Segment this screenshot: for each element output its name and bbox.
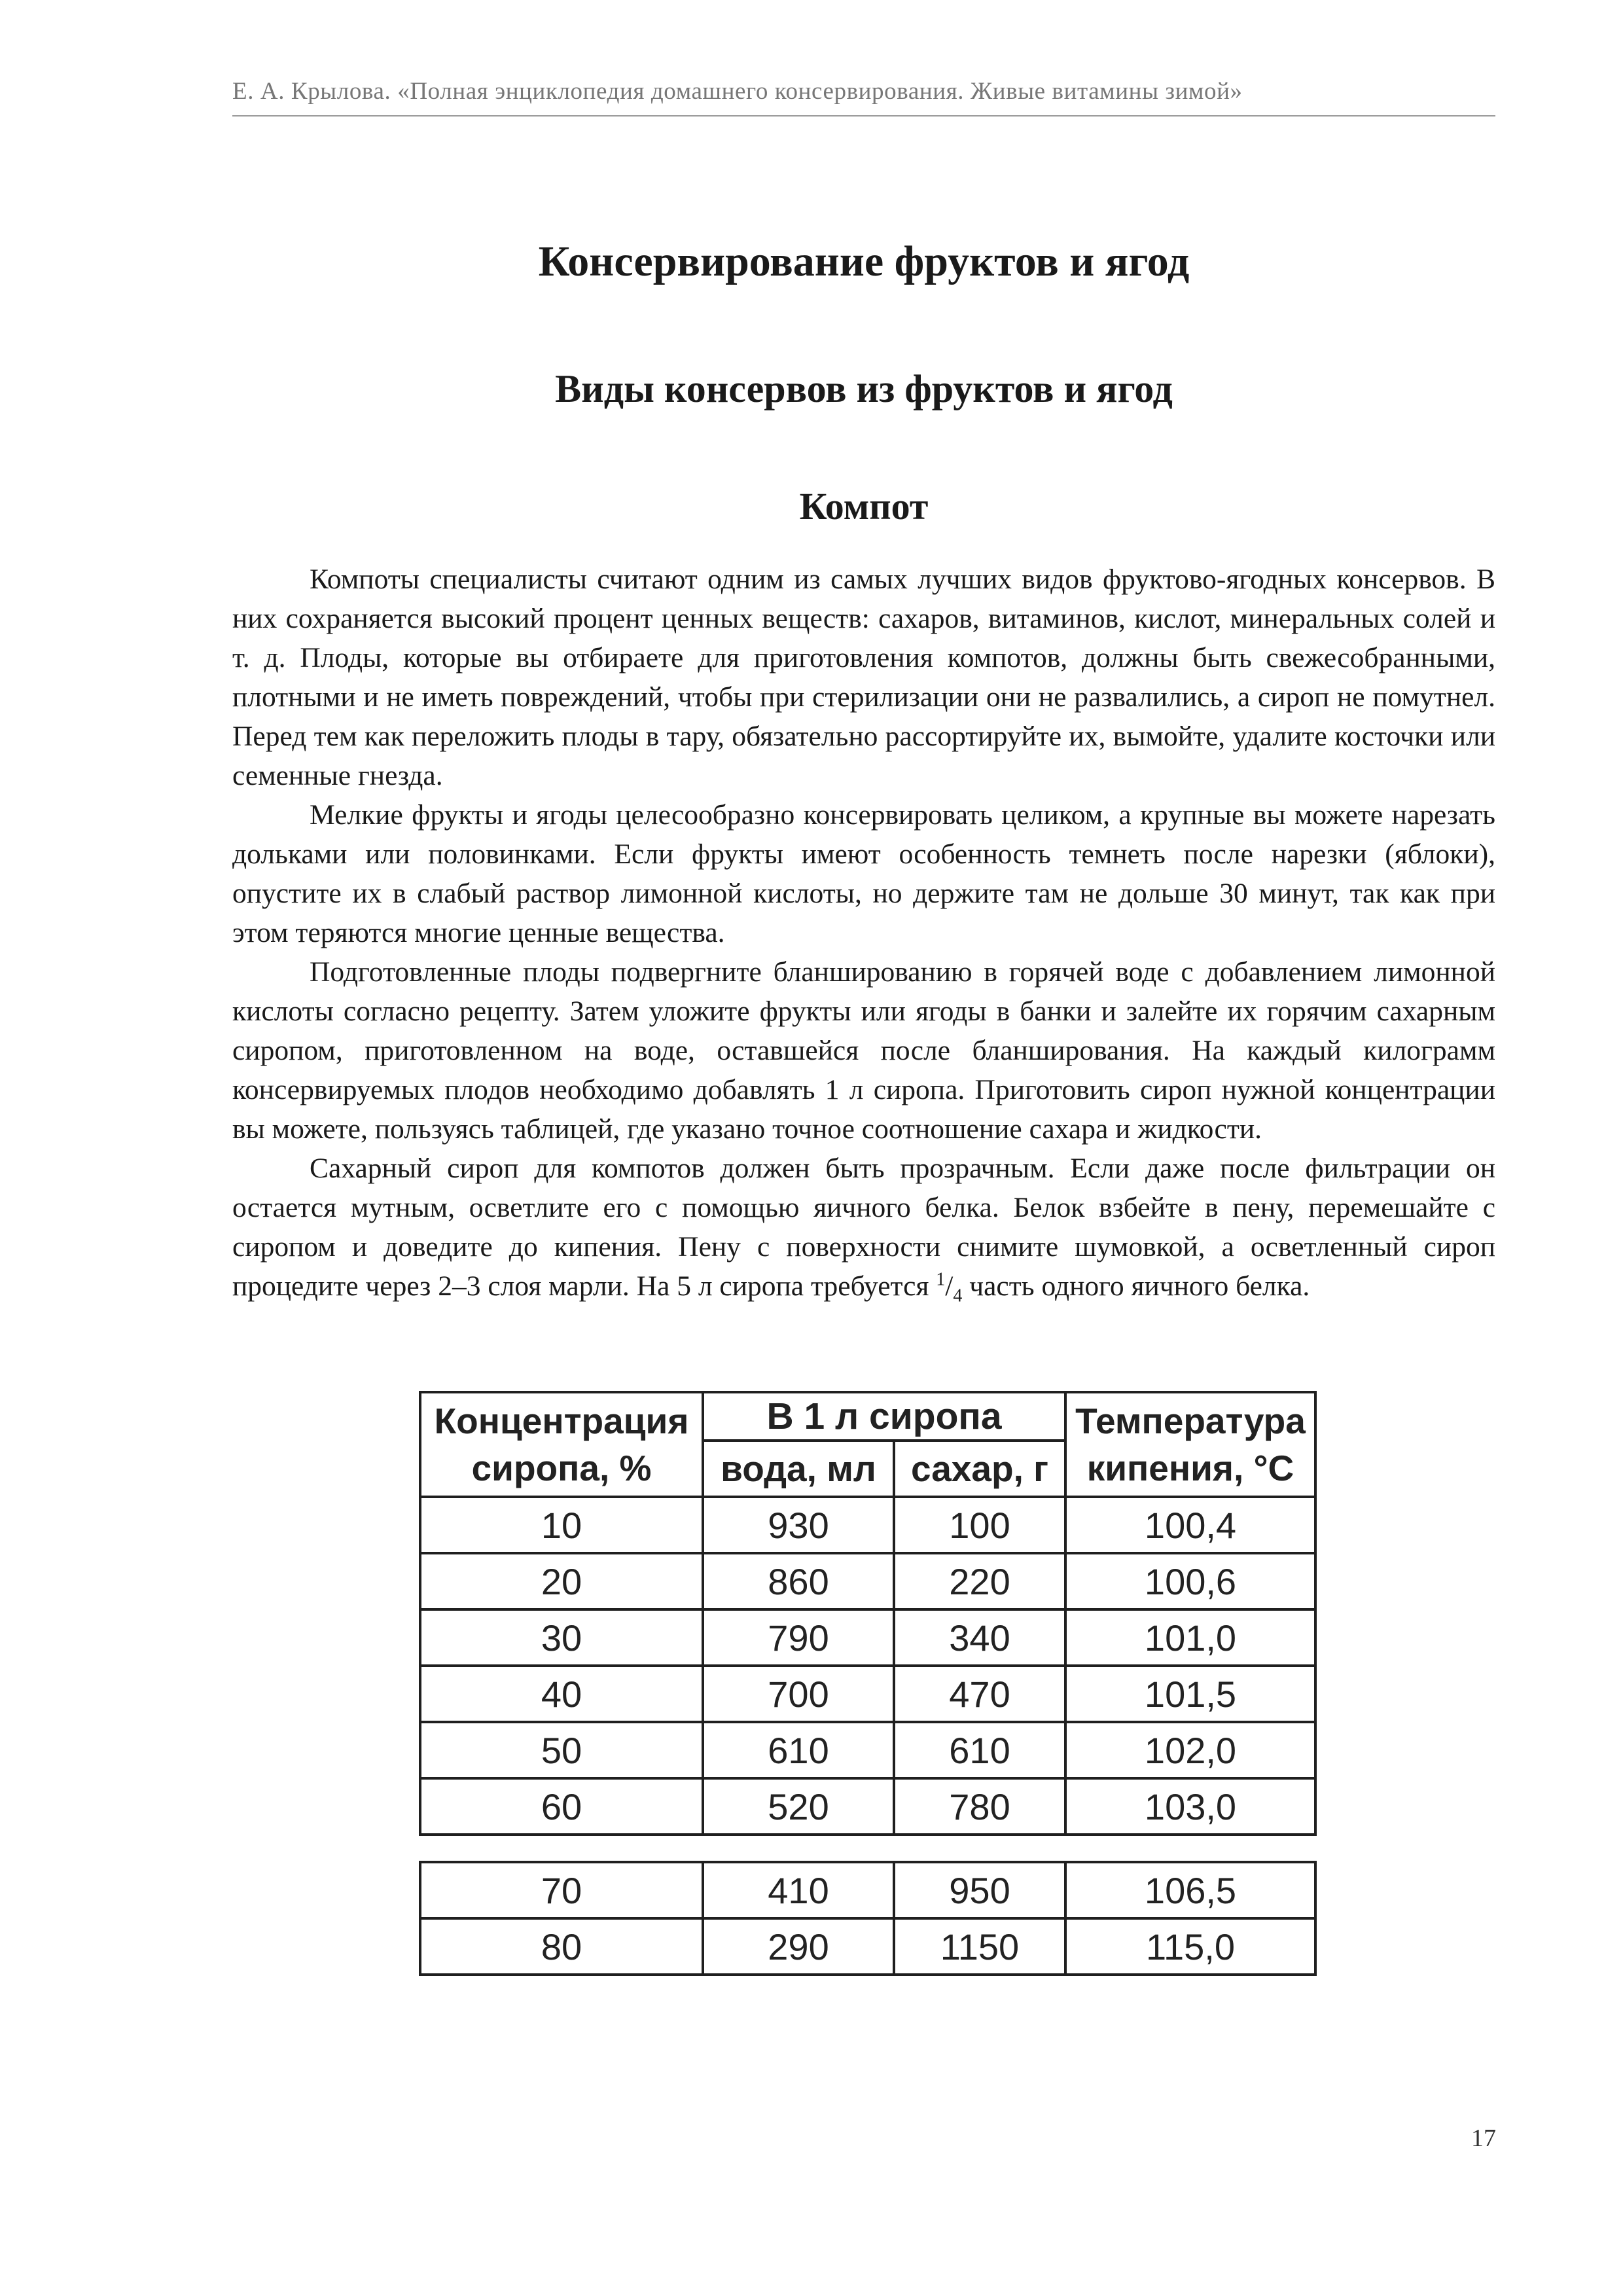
- table-row: [420, 1862, 1315, 1918]
- table-row: [420, 1722, 1315, 1778]
- table-cell: 115,0: [1065, 1918, 1315, 1975]
- header-rule: [232, 115, 1495, 117]
- table-cell: 1150: [894, 1918, 1065, 1975]
- table-cell: 70: [420, 1862, 703, 1918]
- table-row: [420, 1609, 1315, 1666]
- paragraph-4: [232, 1149, 1495, 1306]
- table-row: [420, 1553, 1315, 1609]
- section-title: Виды консервов из фруктов и ягод: [555, 367, 1173, 410]
- table-cell: 101,5: [1065, 1666, 1315, 1722]
- page-number: 17: [1471, 2125, 1496, 2152]
- table-gap-cell: [420, 1835, 1315, 1862]
- table-cell: 700: [703, 1666, 894, 1722]
- table-cell: 40: [420, 1666, 703, 1722]
- table-cell: 610: [894, 1722, 1065, 1778]
- paragraph-4-text: Сахарный сироп для компотов должен быть прозрачным. Если даже после фильтрации он остается мутным, осветлите его с помощью яичного белка. Белок взбейте в пену, перемешайте с сиропом и доведите до кипения. Пену с поверхности снимите шумовкой, а осветленный сироп процедите через 2–3 слоя марли. На 5 л сиропа требуется: [232, 1153, 1495, 1302]
- table-cell: 100,4: [1065, 1497, 1315, 1553]
- paragraph-1: Компоты специалисты считают одним из самых лучших видов фруктово-ягодных консервов. В них сохраняется высокий процент ценных веществ: сахаров, витаминов, кислот, минеральных солей и т. д. Плоды, которые вы отбираете для приготовления компотов, должны быть свежесобранными, плотными и не иметь повреждений, чтобы при стерилизации они не развалились, а сироп не помутнел. Перед тем как переложить плоды в тару, обязательно рассортируйте их, вымойте, удалите косточки или семенные гнезда.: [232, 564, 1495, 791]
- header-water: вода, мл: [703, 1441, 894, 1497]
- table-cell: 60: [420, 1778, 703, 1835]
- table-gap: [420, 1835, 1315, 1862]
- table-cell: 860: [703, 1553, 894, 1609]
- table-cell: 100,6: [1065, 1553, 1315, 1609]
- table-cell: 790: [703, 1609, 894, 1666]
- table-cell: 780: [894, 1778, 1065, 1835]
- table-row: [420, 1918, 1315, 1975]
- fraction-numerator: 1: [936, 1269, 946, 1290]
- table-row: [420, 1666, 1315, 1722]
- table-cell: 106,5: [1065, 1862, 1315, 1918]
- table-cell: 101,0: [1065, 1609, 1315, 1666]
- table-cell: 102,0: [1065, 1722, 1315, 1778]
- table-cell: 290: [703, 1918, 894, 1975]
- table-cell: 80: [420, 1918, 703, 1975]
- running-head: Е. А. Крылова. «Полная энциклопедия домашнего консервирования. Живые витамины зимой»: [232, 78, 1243, 105]
- header-per-liter: В 1 л сиропа: [703, 1392, 1065, 1441]
- chapter-title: Консервирование фруктов и ягод: [538, 238, 1190, 285]
- table-cell: 950: [894, 1862, 1065, 1918]
- table-cell: 410: [703, 1862, 894, 1918]
- table-cell: 610: [703, 1722, 894, 1778]
- table-cell: 520: [703, 1778, 894, 1835]
- table-cell: 340: [894, 1609, 1065, 1666]
- header-boiling-temp: Температура кипения, °С: [1065, 1392, 1315, 1497]
- header-concentration: Концентрация сиропа, %: [420, 1392, 703, 1497]
- fraction-denominator: 4: [953, 1285, 963, 1306]
- table-cell: 103,0: [1065, 1778, 1315, 1835]
- header-sugar: сахар, г: [894, 1441, 1065, 1497]
- body-text: [232, 560, 1495, 1306]
- table-cell: 930: [703, 1497, 894, 1553]
- table-cell: 470: [894, 1666, 1065, 1722]
- table-cell: 20: [420, 1553, 703, 1609]
- table-row: [420, 1497, 1315, 1553]
- table-cell: 50: [420, 1722, 703, 1778]
- subsection-title: Компот: [799, 485, 929, 528]
- paragraph-2: Мелкие фрукты и ягоды целесообразно консервировать целиком, а крупные вы можете нарезать дольками или половинками. Если фрукты имеют особенность темнеть после нарезки (яблоки), опустите их в слабый раствор лимонной кислоты, но держите там не дольше 30 минут, так как при этом теряются многие ценные вещества.: [232, 799, 1495, 948]
- syrup-table: [419, 1391, 1317, 1976]
- table-row: [420, 1778, 1315, 1835]
- table-cell: 220: [894, 1553, 1065, 1609]
- table-cell: 10: [420, 1497, 703, 1553]
- fraction-slash: /: [945, 1270, 954, 1302]
- paragraph-4-end: часть одного яичного белка.: [962, 1270, 1310, 1302]
- table-cell: 100: [894, 1497, 1065, 1553]
- table-cell: 30: [420, 1609, 703, 1666]
- paragraph-3: Подготовленные плоды подвергните бланшированию в горячей воде с добавлением лимонной кислоты согласно рецепту. Затем уложите фрукты или ягоды в банки и залейте их горячим сахарным сиропом, приготовленном на воде, оставшейся после бланширования. На каждый килограмм консервируемых плодов необходимо добавлять 1 л сиропа. Приготовить сироп нужной концентрации вы можете, пользуясь таблицей, где указано точное соотношение сахара и жидкости.: [232, 956, 1495, 1145]
